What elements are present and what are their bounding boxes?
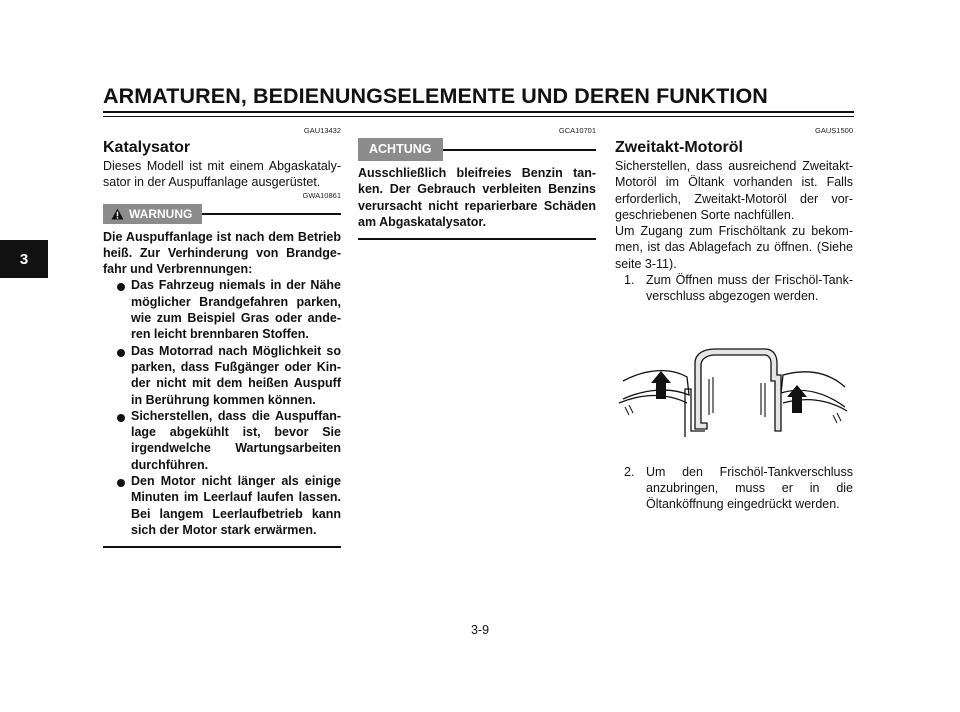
- warning-banner: [103, 204, 341, 224]
- step-list-1: [615, 272, 853, 305]
- step-text: Zum Öffnen muss der Frischöl-Tank-verschluss abgezogen werden.: [646, 273, 853, 304]
- section-code: GAUS1500: [815, 126, 853, 135]
- catalyst-intro: Dieses Modell ist mit einem Abgaskataly-sator in der Auspuffanlage ausgerüstet.: [103, 159, 341, 190]
- chapter-tab: 3: [0, 240, 48, 278]
- caution-code: GCA10701: [558, 126, 596, 135]
- section-code: GAU13432: [303, 126, 341, 135]
- list-item: [103, 277, 341, 342]
- bullet-text: Das Fahrzeug niemals in der Nähe möglicher Brandgefahren parken, wie zum Beispiel Gras oder ande-ren leicht brennbaren Stoffen.: [131, 278, 341, 342]
- bullet-text: Das Motorrad nach Möglichkeit so parken, dass Fußgänger oder Kin-der nicht mit dem heißen Auspuff in Berührung kommen können.: [131, 343, 341, 407]
- page-number: 3-9: [470, 623, 490, 637]
- warning-code: GWA10861: [302, 190, 341, 200]
- bullet-icon: [117, 283, 125, 291]
- section-heading-oil: Zweitakt-Motoröl: [615, 139, 743, 156]
- list-item: [103, 473, 341, 538]
- warning-badge: [103, 204, 202, 224]
- list-item: [103, 408, 341, 473]
- warning-bullet-list: [103, 277, 341, 538]
- bullet-icon: [117, 349, 125, 357]
- step-number: 2.: [624, 464, 635, 479]
- oil-paragraph-2: Um Zugang zum Frischöltank zu bekom-men, ist das Ablagefach zu öffnen. (Siehe seite 3-11).: [615, 224, 853, 271]
- header-rule-thin: [103, 116, 854, 117]
- bullet-icon: [117, 479, 125, 487]
- warning-end-rule: [103, 546, 341, 548]
- caution-end-rule: [358, 238, 596, 240]
- column-two-stroke-oil: [615, 126, 853, 513]
- column-caution: [358, 126, 596, 240]
- step-number: 1.: [624, 273, 635, 288]
- step-text: Um den Frischöl-Tankverschluss anzubringen, muss er in die Öltanköffnung eingedrückt werden.: [646, 464, 853, 512]
- bullet-icon: [117, 414, 125, 422]
- bullet-text: Sicherstellen, dass die Auspuffan-lage abgekühlt ist, bevor Sie irgendwelche Wartungsarbeiten durchführen.: [131, 408, 341, 472]
- warning-triangle-icon: [111, 208, 124, 220]
- list-item: [103, 343, 341, 408]
- list-item: [615, 272, 853, 305]
- oil-paragraph-1: Sicherstellen, dass ausreichend Zweitakt-Motoröl im Öltank vorhanden ist. Falls erforderlich, Zweitakt-Motoröl der vor-geschriebenen Sorte nachfüllen.: [615, 159, 853, 222]
- caution-rule: [443, 149, 597, 151]
- list-item: [615, 464, 853, 513]
- column-catalyst: [103, 126, 341, 548]
- caution-badge: ACHTUNG: [358, 138, 443, 161]
- bullet-text: Den Motor nicht länger als einige Minuten im Leerlauf laufen lassen. Bei langem Leerlaufbetrieb kann sich der Motor stark erwärmen.: [131, 474, 341, 537]
- section-heading-catalyst: Katalysator: [103, 139, 191, 156]
- header-rule-thick: [103, 111, 854, 113]
- page-header-title: ARMATUREN, BEDIENUNGSELEMENTE UND DEREN FUNKTION: [103, 84, 768, 108]
- step-list-2: [615, 464, 853, 513]
- warning-text: Die Auspuffanlage ist nach dem Betrieb heiß. Zur Verhinderung von Brandge-fahr und Verbrennungen:: [103, 229, 341, 277]
- warning-rule: [202, 213, 341, 215]
- caution-text: Ausschließlich bleifreies Benzin tan-ken. Der Gebrauch verbleiten Benzins verursacht nicht reparierbare Schäden am Abgaskatalysator.: [358, 166, 596, 229]
- caution-banner: [358, 138, 596, 161]
- oil-tank-cap-illustration: [615, 319, 853, 449]
- warning-label: WARNUNG: [129, 206, 193, 221]
